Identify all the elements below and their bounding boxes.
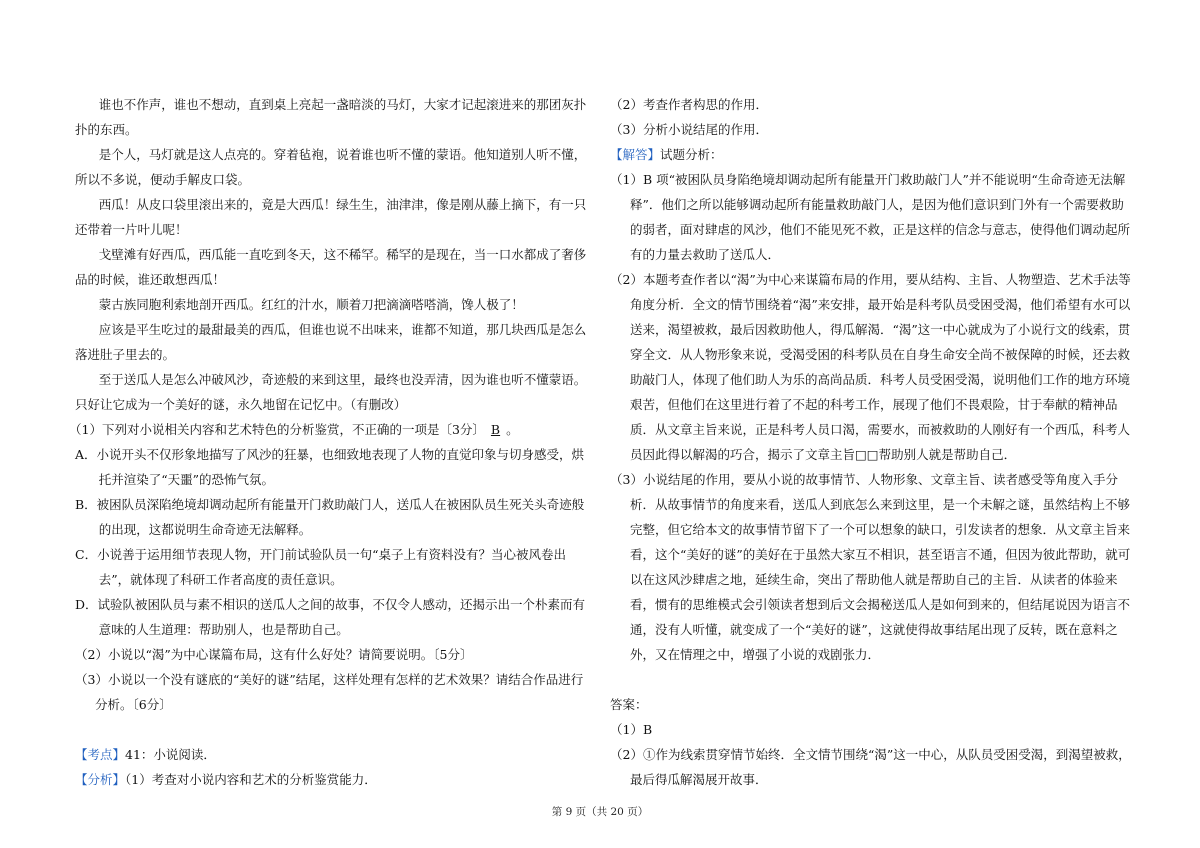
option-a: A．小说开头不仅形象地描写了风沙的狂暴，也细致地表现了人物的直觉印象与切身感受，烘托并渲染了“天噩”的恐怖气氛。 bbox=[75, 447, 585, 487]
option-c: C．小说善于运用细节表现人物，开门前试验队员一句“桌子上有资料没有？当心被风卷出去”，就体现了科研工作者高度的责任意识。 bbox=[75, 547, 566, 587]
question-2: （2）小说以“渴”为中心谋篇布局，这有什么好处？请简要说明。〔5分〕 bbox=[75, 647, 473, 662]
page-footer: 第 9 页（共 20 页） bbox=[551, 806, 649, 818]
jieda-text: 试题分析： bbox=[660, 147, 723, 162]
solution-2: （2）本题考查作者以“渴”为中心来谋篇布局的作用，要从结构、主旨、人物塑造、艺术手法等角度分析．全文的情节围绕着“渴”来安排，最开始是科考队员受困受渴，他们希望有水可以送来，渴望被救，最后因救助他人，得瓜解渴．“渴”这一中心就成为了小说行文的线索，贯穿全文．从人物形象来说，受渴受困的科考队员在自身生命安全尚不被保障的时候，还去救助敲门人，体现了他们助人为乐的高尚品质．科考人员受困受渴，说明他们工作的地方环境艰苦，但他们在这里进行着了不起的科考工作，展现了他们不畏艰险，甘于奉献的精神品质．从文章主旨来说，正是科考人员口渴，需要水，而被救助的人刚好有一个西瓜，科考人员因此得以解渴的巧合，揭示了文章主旨□□帮助别人就是帮助自己． bbox=[610, 272, 1131, 462]
fenxi-line bbox=[75, 767, 595, 792]
right-column bbox=[610, 92, 1135, 792]
solution-3: （3）小说结尾的作用，要从小说的故事情节、人物形象、文章主旨、读者感受等角度入手分析．从故事情节的角度来看，送瓜人到底怎么来到这里，是一个未解之谜，虽然结构上不够完整，但它给本文的故事情节留下了一个可以想象的缺口，引发读者的想象．从文章主旨来看，这个“美好的谜”的美好在于虽然大家互不相识，甚至语言不通，但因为彼此帮助，就可以在这风沙肆虐之地，延续生命，突出了帮助他人就是帮助自己的主旨．从读者的体验来看，惯有的思维模式会引领读者想到后文会揭秘送瓜人是如何到来的，但结尾说因为语言不通，没有人听懂，就变成了一个“美好的谜”，这就使得故事结尾出现了反转，既在意料之外，又在情理之中，增强了小说的戏剧张力． bbox=[610, 472, 1131, 662]
spacer bbox=[75, 717, 595, 742]
solution-1: （1）B 项“被困队员身陷绝境却调动起所有能量开门救助敲门人”并不能说明“生命奇迹无法解释”．他们之所以能够调动起所有能量救助敲门人，是因为他们意识到门外有一个需要救助的弱者，面对肆虐的风沙，他们不能见死不救，正是这样的信念与意志，使得他们调动起所有的力量去救助了送瓜人． bbox=[610, 172, 1131, 262]
kaodian-text: 41：小说阅读． bbox=[125, 747, 216, 762]
fenxi-tag: 【分析】 bbox=[75, 772, 126, 787]
question-1-end: 。 bbox=[506, 422, 519, 437]
analysis-item-2: （2）考查作者构思的作用． bbox=[610, 97, 768, 112]
fenxi-text: （1）考查对小说内容和艺术的分析鉴赏能力． bbox=[125, 772, 377, 787]
answer-title: 答案： bbox=[610, 697, 648, 712]
spacer bbox=[610, 667, 1135, 692]
story-paragraph: 谁也不作声，谁也不想动，直到桌上亮起一盏暗淡的马灯，大家才记起滚进来的那团灰扑扑的东西。 bbox=[75, 97, 587, 137]
question-1-answer-blank: B bbox=[490, 422, 501, 437]
question-3: （3）小说以一个没有谜底的“美好的谜”结尾，这样处理有怎样的艺术效果？请结合作品进行分析。〔6分〕 bbox=[75, 672, 584, 712]
story-paragraph: 蒙古族同胞利索地剖开西瓜。红红的汁水，顺着刀把滴滴嗒嗒淌，馋人极了！ bbox=[98, 297, 524, 312]
story-paragraph: 西瓜！从皮口袋里滚出来的，竟是大西瓜！绿生生，油津津，像是刚从藤上摘下，有一只还带着一片叶儿呢！ bbox=[75, 197, 587, 237]
jieda-tag: 【解答】 bbox=[610, 147, 661, 162]
answer-1: （1）B bbox=[610, 722, 653, 737]
option-b: B．被困队员深陷绝境却调动起所有能量开门救助敲门人，送瓜人在被困队员生死关头奇迹般的出现，这都说明生命奇迹无法解释。 bbox=[75, 497, 585, 537]
jieda-line bbox=[610, 142, 1135, 167]
option-d: D．试验队被困队员与素不相识的送瓜人之间的故事，不仅令人感动，还揭示出一个朴素而有意味的人生道理：帮助别人，也是帮助自己。 bbox=[75, 597, 586, 637]
story-paragraph: 应该是平生吃过的最甜最美的西瓜，但谁也说不出味来，谁都不知道，那几块西瓜是怎么落进肚子里去的。 bbox=[75, 322, 587, 362]
left-column bbox=[69, 92, 595, 792]
kaodian-line bbox=[75, 742, 595, 767]
analysis-item-3: （3）分析小说结尾的作用． bbox=[610, 122, 768, 137]
answer-2: （2）①作为线索贯穿情节始终．全文情节围绕“渴”这一中心，从队员受困受渴，到渴望被救，最后得瓜解渴展开故事． bbox=[610, 747, 1131, 787]
story-paragraph: 戈壁滩有好西瓜，西瓜能一直吃到冬天，这不稀罕。稀罕的是现在，当一口水都成了奢侈品的时候，谁还敢想西瓜！ bbox=[75, 247, 587, 287]
question-1-text: （1）下列对小说相关内容和艺术特色的分析鉴赏，不正确的一项是〔3分〕 bbox=[69, 422, 485, 437]
question-1 bbox=[69, 417, 595, 442]
story-paragraph: 是个人，马灯就是这人点亮的。穿着毡袍，说着谁也听不懂的蒙语。他知道别人听不懂，所以不多说，便动手解皮口袋。 bbox=[75, 147, 587, 187]
story-paragraph: 至于送瓜人是怎么冲破风沙，奇迹般的来到这里，最终也没弄清，因为谁也听不懂蒙语。只好让它成为一个美好的谜，永久地留在记忆中。（有删改） bbox=[75, 372, 587, 412]
kaodian-tag: 【考点】 bbox=[75, 747, 126, 762]
